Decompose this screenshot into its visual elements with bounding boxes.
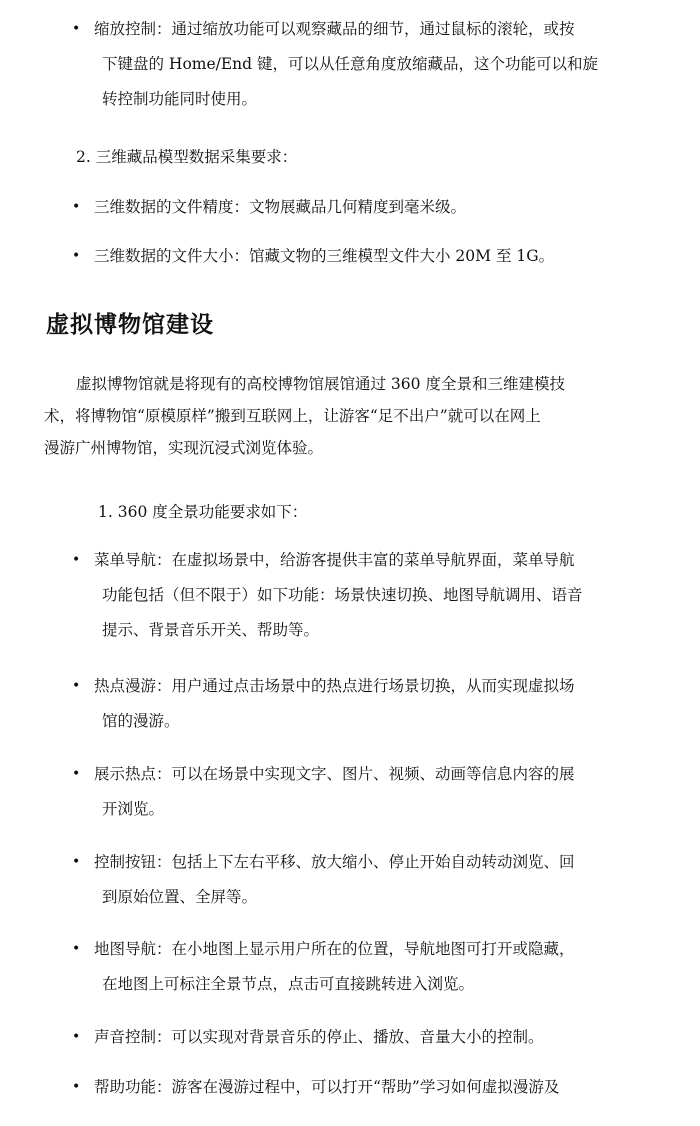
bullet-item-file-size xyxy=(72,239,632,274)
paragraph-line: 漫游广州博物馆，实现沉浸式浏览体验。 xyxy=(44,439,324,457)
paragraph-line: 术，将博物馆“原模原样”搬到互联网上，让游客“足不出户”就可以在网上 xyxy=(44,407,541,425)
bullet-text xyxy=(94,239,632,274)
bullet-line: 热点漫游：用户通过点击场景中的热点进行场景切换，从而实现虚拟场 xyxy=(94,677,575,695)
bullet-text xyxy=(94,543,632,648)
bullet-line: 帮助功能：游客在漫游过程中，可以打开“帮助”学习如何虚拟漫游及 xyxy=(94,1078,560,1096)
bullet-line: 菜单导航：在虚拟场景中，给游客提供丰富的菜单导航界面，菜单导航 xyxy=(94,551,575,569)
subsection-label: 1. 360 度全景功能要求如下： xyxy=(98,503,308,521)
bullet-item-hotspot-roaming xyxy=(72,669,632,739)
bullet-marker: • xyxy=(72,1079,81,1095)
bullet-marker: • xyxy=(72,941,81,957)
bullet-item-control-buttons xyxy=(72,845,632,915)
bullet-text xyxy=(94,1020,632,1055)
bullet-item-menu-navigation xyxy=(72,543,632,648)
section-2-label: 2. 三维藏品模型数据采集要求： xyxy=(76,148,298,166)
bullet-item-map-navigation xyxy=(72,932,632,1002)
bullet-line: 三维数据的文件大小：馆藏文物的三维模型文件大小 20M 至 1G。 xyxy=(94,247,555,265)
bullet-text xyxy=(94,757,632,827)
bullet-line: 在地图上可标注全景节点，点击可直接跳转进入浏览。 xyxy=(102,975,475,993)
bullet-line: 缩放控制：通过缩放功能可以观察藏品的细节，通过鼠标的滚轮，或按 xyxy=(94,20,575,38)
bullet-line: 声音控制：可以实现对背景音乐的停止、播放、音量大小的控制。 xyxy=(94,1028,544,1046)
bullet-text xyxy=(94,669,632,739)
bullet-marker: • xyxy=(72,199,81,215)
bullet-marker: • xyxy=(72,21,81,37)
bullet-item-zoom-control xyxy=(72,12,632,117)
bullet-text xyxy=(94,845,632,915)
bullet-text xyxy=(94,12,632,117)
bullet-item-sound-control xyxy=(72,1020,632,1055)
bullet-line: 提示、背景音乐开关、帮助等。 xyxy=(102,621,320,639)
bullet-line: 下键盘的 Home/End 键，可以从任意角度放缩藏品，这个功能可以和旋 xyxy=(102,55,599,73)
bullet-line: 到原始位置、全屏等。 xyxy=(102,888,258,906)
bullet-marker: • xyxy=(72,854,81,870)
bullet-line: 控制按钮：包括上下左右平移、放大缩小、停止开始自动转动浏览、回 xyxy=(94,853,575,871)
bullet-item-help-function xyxy=(72,1070,632,1105)
bullet-line: 馆的漫游。 xyxy=(102,712,180,730)
bullet-marker: • xyxy=(72,1029,81,1045)
bullet-item-display-hotspot xyxy=(72,757,632,827)
bullet-marker: • xyxy=(72,766,81,782)
bullet-text xyxy=(94,190,632,225)
bullet-marker: • xyxy=(72,678,81,694)
bullet-item-file-precision xyxy=(72,190,632,225)
intro-paragraph xyxy=(44,368,624,464)
section-heading: 虚拟博物馆建设 xyxy=(46,312,214,338)
bullet-line: 地图导航：在小地图上显示用户所在的位置，导航地图可打开或隐藏， xyxy=(94,940,575,958)
bullet-text xyxy=(94,932,632,1002)
bullet-marker: • xyxy=(72,552,81,568)
bullet-line: 转控制功能同时使用。 xyxy=(102,90,258,108)
bullet-line: 展示热点：可以在场景中实现文字、图片、视频、动画等信息内容的展 xyxy=(94,765,575,783)
bullet-line: 功能包括（但不限于）如下功能：场景快速切换、地图导航调用、语音 xyxy=(102,586,583,604)
bullet-line: 三维数据的文件精度：文物展藏品几何精度到毫米级。 xyxy=(94,198,467,216)
paragraph-line: 虚拟博物馆就是将现有的高校博物馆展馆通过 360 度全景和三维建模技 xyxy=(76,375,565,393)
bullet-marker: • xyxy=(72,248,81,264)
bullet-text xyxy=(94,1070,632,1105)
bullet-line: 开浏览。 xyxy=(102,800,165,818)
